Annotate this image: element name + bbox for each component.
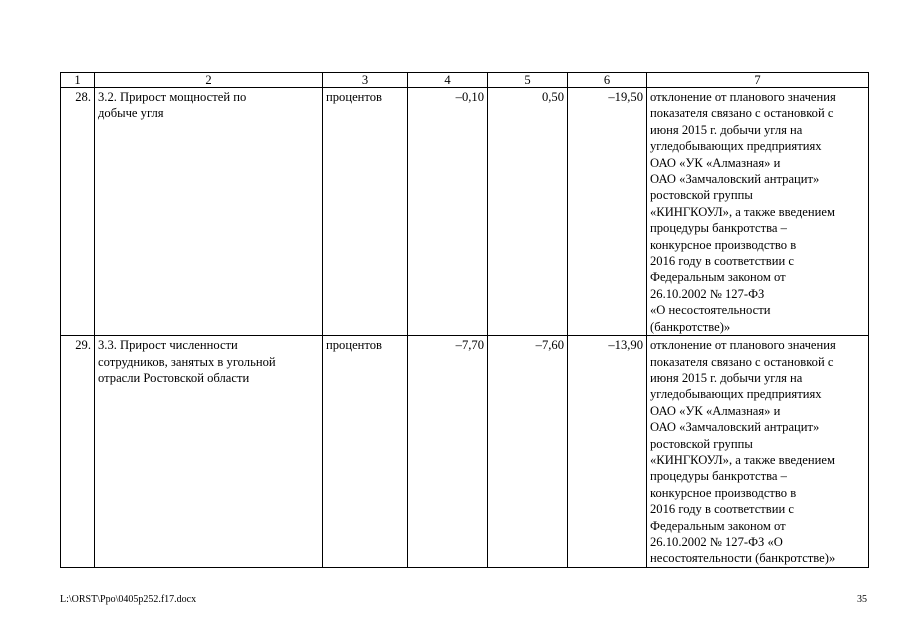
text-line: 26.10.2002 № 127-ФЗ «О bbox=[650, 534, 783, 549]
indicator-name bbox=[95, 336, 323, 568]
value-cell: –0,10 bbox=[408, 88, 488, 336]
row-number: 28. bbox=[61, 88, 95, 336]
table-row bbox=[61, 88, 869, 336]
row-number: 29. bbox=[61, 336, 95, 568]
value-cell: –7,60 bbox=[488, 336, 568, 568]
text-line: процедуры банкротства – bbox=[650, 469, 787, 484]
text-line: отклонение от планового значения bbox=[650, 338, 836, 353]
indicator-name bbox=[95, 88, 323, 336]
text-line: 3.3. Прирост численности bbox=[98, 338, 238, 353]
value-cell: –19,50 bbox=[568, 88, 647, 336]
text-line: ростовской группы bbox=[650, 188, 753, 203]
text-line: 3.2. Прирост мощностей по bbox=[98, 90, 247, 104]
text-line: сотрудников, занятых в угольной bbox=[98, 354, 276, 369]
text-line: конкурсное производство в bbox=[650, 485, 797, 500]
text-line: показателя связано с остановкой с bbox=[650, 106, 834, 121]
text-line: несостоятельности (банкротстве)» bbox=[650, 551, 836, 566]
text-line: июня 2015 г. добычи угля на bbox=[650, 370, 803, 385]
footer-file-path: L:\ORST\Ppo\0405p252.f17.docx bbox=[60, 594, 197, 605]
text-line: 2016 году в соответствии с bbox=[650, 502, 794, 517]
column-number: 7 bbox=[647, 73, 869, 88]
text-line: 2016 году в соответствии с bbox=[650, 254, 794, 269]
value-cell: –13,90 bbox=[568, 336, 647, 568]
text-line: ростовской группы bbox=[650, 436, 753, 451]
column-number: 2 bbox=[95, 73, 323, 88]
text-line: конкурсное производство в bbox=[650, 237, 797, 252]
report-table bbox=[60, 72, 869, 568]
unit-cell: процентов bbox=[323, 336, 408, 568]
text-line: показателя связано с остановкой с bbox=[650, 354, 834, 369]
note-cell bbox=[647, 88, 869, 336]
text-line: отрасли Ростовской области bbox=[98, 370, 250, 385]
note-cell bbox=[647, 336, 869, 568]
text-line: «КИНГКОУЛ», а также введением bbox=[650, 204, 835, 219]
text-line: «О несостоятельности bbox=[650, 303, 771, 318]
text-line: отклонение от планового значения bbox=[650, 90, 836, 104]
text-line: ОАО «УК «Алмазная» и bbox=[650, 403, 781, 418]
value-cell: –7,70 bbox=[408, 336, 488, 568]
text-line: ОАО «УК «Алмазная» и bbox=[650, 155, 781, 170]
text-line: угледобывающих предприятиях bbox=[650, 139, 822, 154]
text-line: процедуры банкротства – bbox=[650, 221, 787, 236]
text-line: июня 2015 г. добычи угля на bbox=[650, 122, 803, 137]
table-row bbox=[61, 336, 869, 568]
text-line: Федеральным законом от bbox=[650, 270, 786, 285]
text-line: «КИНГКОУЛ», а также введением bbox=[650, 452, 835, 467]
text-line: добыче угля bbox=[98, 106, 164, 121]
column-number: 6 bbox=[568, 73, 647, 88]
column-number: 1 bbox=[61, 73, 95, 88]
column-number: 3 bbox=[323, 73, 408, 88]
column-number: 4 bbox=[408, 73, 488, 88]
footer-page-number: 35 bbox=[857, 594, 867, 605]
unit-cell: процентов bbox=[323, 88, 408, 336]
value-cell: 0,50 bbox=[488, 88, 568, 336]
text-line: 26.10.2002 № 127-ФЗ bbox=[650, 286, 765, 301]
text-line: угледобывающих предприятиях bbox=[650, 387, 822, 402]
text-line: ОАО «Замчаловский антрацит» bbox=[650, 172, 820, 187]
text-line: (банкротстве)» bbox=[650, 319, 731, 334]
column-number-row bbox=[61, 73, 869, 88]
text-line: Федеральным законом от bbox=[650, 518, 786, 533]
column-number: 5 bbox=[488, 73, 568, 88]
text-line: ОАО «Замчаловский антрацит» bbox=[650, 420, 820, 435]
